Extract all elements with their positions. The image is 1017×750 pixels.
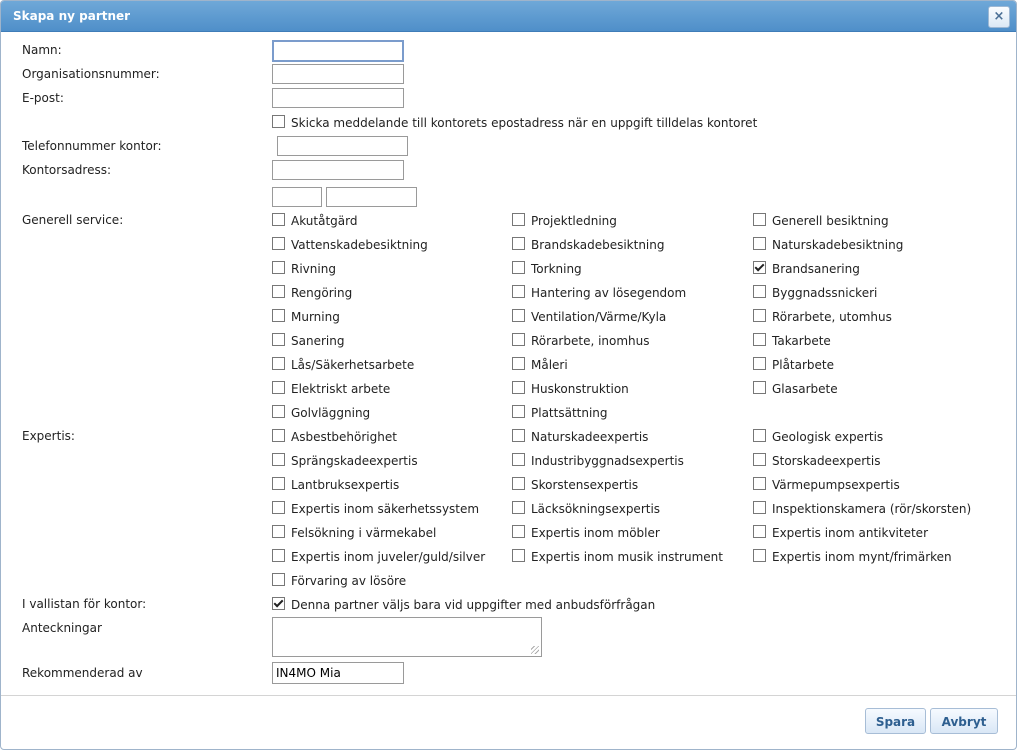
general-service-checkbox[interactable] — [272, 261, 336, 276]
general-service-option-label: Projektledning — [531, 214, 617, 228]
general-service-checkbox[interactable] — [272, 285, 352, 300]
expertis-checkbox[interactable] — [753, 525, 928, 540]
expertis-option-label: Expertis inom musik instrument — [531, 550, 723, 564]
expertis-checkbox[interactable] — [272, 429, 397, 444]
expertis-box[interactable] — [753, 549, 766, 562]
choice-list-checkbox[interactable] — [272, 597, 655, 612]
expertis-option-label: Expertis inom mynt/frimärken — [772, 550, 952, 564]
general-service-option-label: Ventilation/Värme/Kyla — [531, 310, 667, 324]
expertis-option-label: Geologisk expertis — [772, 430, 884, 444]
general-service-checkbox[interactable] — [512, 309, 666, 324]
general-service-checkbox[interactable] — [753, 381, 838, 396]
general-service-option-label: Golvläggning — [291, 406, 371, 420]
general-service-checkbox[interactable] — [512, 381, 629, 396]
general-service-box[interactable] — [753, 333, 766, 346]
general-service-option-label: Sanering — [291, 334, 345, 348]
general-service-checkbox[interactable] — [753, 237, 903, 252]
expertis-box[interactable] — [512, 477, 525, 490]
expertis-option-label: Felsökning i värmekabel — [291, 526, 437, 540]
general-service-checkbox[interactable] — [512, 261, 582, 276]
general-service-checkbox[interactable] — [272, 309, 340, 324]
expertis-checkbox[interactable] — [753, 453, 880, 468]
org-number-label: Organisationsnummer: — [22, 67, 160, 81]
cancel-button[interactable]: Avbryt — [930, 708, 998, 734]
general-service-checkbox[interactable] — [512, 405, 608, 420]
expertis-checkbox[interactable] — [272, 477, 399, 492]
expertis-box[interactable] — [272, 477, 285, 490]
expertis-checkbox[interactable] — [512, 549, 723, 564]
expertis-box[interactable] — [753, 501, 766, 514]
expertis-box[interactable] — [272, 573, 285, 586]
general-service-checkbox[interactable] — [753, 285, 877, 300]
expertis-checkbox[interactable] — [512, 429, 648, 444]
email-notify-box[interactable] — [272, 115, 285, 128]
general-service-checkbox[interactable] — [753, 261, 860, 276]
notes-textarea[interactable] — [272, 617, 542, 657]
general-service-box[interactable] — [753, 285, 766, 298]
expertis-box[interactable] — [753, 525, 766, 538]
general-service-box[interactable] — [753, 213, 766, 226]
expertis-checkbox[interactable] — [753, 429, 883, 444]
general-service-box[interactable] — [272, 357, 285, 370]
org-number-input[interactable] — [272, 64, 404, 84]
general-service-box[interactable] — [512, 381, 525, 394]
general-service-label: Generell service: — [22, 213, 124, 227]
expertis-box[interactable] — [272, 453, 285, 466]
general-service-checkbox[interactable] — [512, 357, 568, 372]
general-service-option-label: Akutåtgärd — [291, 214, 358, 228]
general-service-option-label: Måleri — [531, 358, 568, 372]
expertis-box[interactable] — [512, 549, 525, 562]
notes-label: Anteckningar — [22, 621, 102, 635]
expertis-checkbox[interactable] — [512, 501, 660, 516]
general-service-box[interactable] — [272, 285, 285, 298]
general-service-box[interactable] — [512, 285, 525, 298]
general-service-option-label: Torkning — [531, 262, 582, 276]
general-service-option-label: Hantering av lösegendom — [531, 286, 687, 300]
expertis-checkbox[interactable] — [753, 549, 952, 564]
expertis-checkbox[interactable] — [753, 501, 971, 516]
general-service-option-label: Elektriskt arbete — [291, 382, 391, 396]
general-service-box[interactable] — [272, 309, 285, 322]
general-service-checkbox[interactable] — [512, 213, 617, 228]
resize-grip-icon[interactable] — [531, 646, 539, 654]
general-service-option-label: Plåtarbete — [772, 358, 835, 372]
general-service-option-label: Rörarbete, inomhus — [531, 334, 650, 348]
general-service-option-label: Plattsättning — [531, 406, 608, 420]
expertis-option-label: Expertis inom antikviteter — [772, 526, 928, 540]
general-service-checkbox[interactable] — [272, 381, 390, 396]
general-service-box[interactable] — [512, 213, 525, 226]
expertis-box[interactable] — [753, 453, 766, 466]
expertis-checkbox[interactable] — [272, 501, 479, 516]
general-service-option-label: Murning — [291, 310, 340, 324]
general-service-box[interactable] — [753, 261, 766, 274]
expertis-option-label: Industribyggnadsexpertis — [531, 454, 684, 468]
general-service-box[interactable] — [753, 381, 766, 394]
email-label: E-post: — [22, 91, 64, 105]
expertis-box[interactable] — [272, 501, 285, 514]
email-notify-label: Skicka meddelande till kontorets epostadress när en uppgift tilldelas kontoret — [291, 116, 758, 130]
general-service-checkbox[interactable] — [753, 309, 892, 324]
general-service-option-label: Brandskadebesiktning — [531, 238, 665, 252]
general-service-option-label: Vattenskadebesiktning — [291, 238, 428, 252]
expertis-option-label: Inspektionskamera (rör/skorsten) — [772, 502, 972, 516]
expertis-box[interactable] — [753, 429, 766, 442]
general-service-checkbox[interactable] — [272, 333, 344, 348]
general-service-box[interactable] — [512, 261, 525, 274]
expertis-option-label: Sprängskadeexpertis — [291, 454, 418, 468]
expertis-checkbox[interactable] — [272, 525, 436, 540]
general-service-option-label: Byggnadssnickeri — [772, 286, 878, 300]
address-label: Kontorsadress: — [22, 163, 112, 177]
general-service-box[interactable] — [512, 333, 525, 346]
close-icon[interactable]: × — [988, 6, 1010, 28]
city-input[interactable] — [326, 187, 417, 207]
dialog-title: Skapa ny partner — [13, 9, 131, 23]
expertis-box[interactable] — [272, 429, 285, 442]
recommended-by-input[interactable] — [272, 662, 404, 684]
expertis-box[interactable] — [272, 549, 285, 562]
general-service-box[interactable] — [272, 213, 285, 226]
footer-divider — [1, 695, 1016, 696]
expertis-checkbox[interactable] — [272, 549, 485, 564]
postal-code-input[interactable] — [272, 187, 322, 207]
expertis-option-label: Expertis inom möbler — [531, 526, 660, 540]
expertis-checkbox[interactable] — [512, 477, 638, 492]
save-button[interactable]: Spara — [865, 708, 926, 734]
general-service-option-label: Rivning — [291, 262, 336, 276]
general-service-option-label: Lås/Säkerhetsarbete — [291, 358, 415, 372]
phone-input[interactable] — [277, 136, 408, 156]
expertis-checkbox[interactable] — [753, 477, 900, 492]
dialog-titlebar[interactable] — [1, 1, 1016, 32]
general-service-option-label: Naturskadebesiktning — [772, 238, 904, 252]
general-service-box[interactable] — [753, 309, 766, 322]
expertis-option-label: Naturskadeexpertis — [531, 430, 649, 444]
expertis-option-label: Lantbruksexpertis — [291, 478, 400, 492]
general-service-checkbox[interactable] — [753, 357, 834, 372]
general-service-box[interactable] — [272, 381, 285, 394]
expertis-checkbox[interactable] — [272, 573, 406, 588]
name-input[interactable] — [272, 40, 404, 62]
expertis-box[interactable] — [753, 477, 766, 490]
general-service-option-label: Rörarbete, utomhus — [772, 310, 892, 324]
expertis-label: Expertis: — [22, 429, 75, 443]
expertis-option-label: Expertis inom juveler/guld/silver — [291, 550, 486, 564]
general-service-checkbox[interactable] — [272, 213, 357, 228]
expertis-option-label: Storskadeexpertis — [772, 454, 881, 468]
expertis-checkbox[interactable] — [512, 525, 660, 540]
general-service-checkbox[interactable] — [512, 237, 665, 252]
general-service-checkbox[interactable] — [753, 213, 889, 228]
general-service-checkbox[interactable] — [272, 405, 370, 420]
general-service-box[interactable] — [512, 309, 525, 322]
email-input[interactable] — [272, 88, 404, 108]
expertis-box[interactable] — [512, 453, 525, 466]
expertis-box[interactable] — [512, 525, 525, 538]
choice-list-label: I vallistan för kontor: — [22, 597, 147, 611]
general-service-option-label: Takarbete — [772, 334, 831, 348]
general-service-box[interactable] — [753, 357, 766, 370]
phone-label: Telefonnummer kontor: — [22, 139, 162, 153]
address-input[interactable] — [272, 160, 404, 180]
choice-list-option-label: Denna partner väljs bara vid uppgifter med anbudsförfrågan — [291, 598, 656, 612]
name-label: Namn: — [22, 43, 62, 57]
expertis-option-label: Skorstensexpertis — [531, 478, 639, 492]
expertis-box[interactable] — [512, 501, 525, 514]
general-service-checkbox[interactable] — [272, 237, 428, 252]
general-service-checkbox[interactable] — [512, 285, 686, 300]
general-service-box[interactable] — [753, 237, 766, 250]
general-service-box[interactable] — [512, 405, 525, 418]
recommended-by-label: Rekommenderad av — [22, 666, 143, 680]
general-service-checkbox[interactable] — [512, 333, 650, 348]
expertis-option-label: Värmepumpsexpertis — [772, 478, 900, 492]
general-service-option-label: Rengöring — [291, 286, 353, 300]
expertis-box[interactable] — [512, 429, 525, 442]
expertis-option-label: Asbestbehörighet — [291, 430, 397, 444]
general-service-box[interactable] — [272, 261, 285, 274]
general-service-option-label: Glasarbete — [772, 382, 838, 396]
expertis-checkbox[interactable] — [512, 453, 684, 468]
general-service-checkbox[interactable] — [272, 357, 414, 372]
general-service-option-label: Huskonstruktion — [531, 382, 629, 396]
general-service-box[interactable] — [272, 333, 285, 346]
general-service-box[interactable] — [512, 237, 525, 250]
expertis-option-label: Förvaring av lösöre — [291, 574, 407, 588]
general-service-box[interactable] — [512, 357, 525, 370]
choice-list-box[interactable] — [272, 597, 285, 610]
general-service-option-label: Brandsanering — [772, 262, 860, 276]
general-service-option-label: Generell besiktning — [772, 214, 889, 228]
email-notify-checkbox[interactable] — [272, 115, 757, 130]
expertis-option-label: Läcksökningsexpertis — [531, 502, 661, 516]
general-service-box[interactable] — [272, 405, 285, 418]
expertis-option-label: Expertis inom säkerhetssystem — [291, 502, 480, 516]
expertis-box[interactable] — [272, 525, 285, 538]
general-service-checkbox[interactable] — [753, 333, 831, 348]
general-service-box[interactable] — [272, 237, 285, 250]
expertis-checkbox[interactable] — [272, 453, 418, 468]
